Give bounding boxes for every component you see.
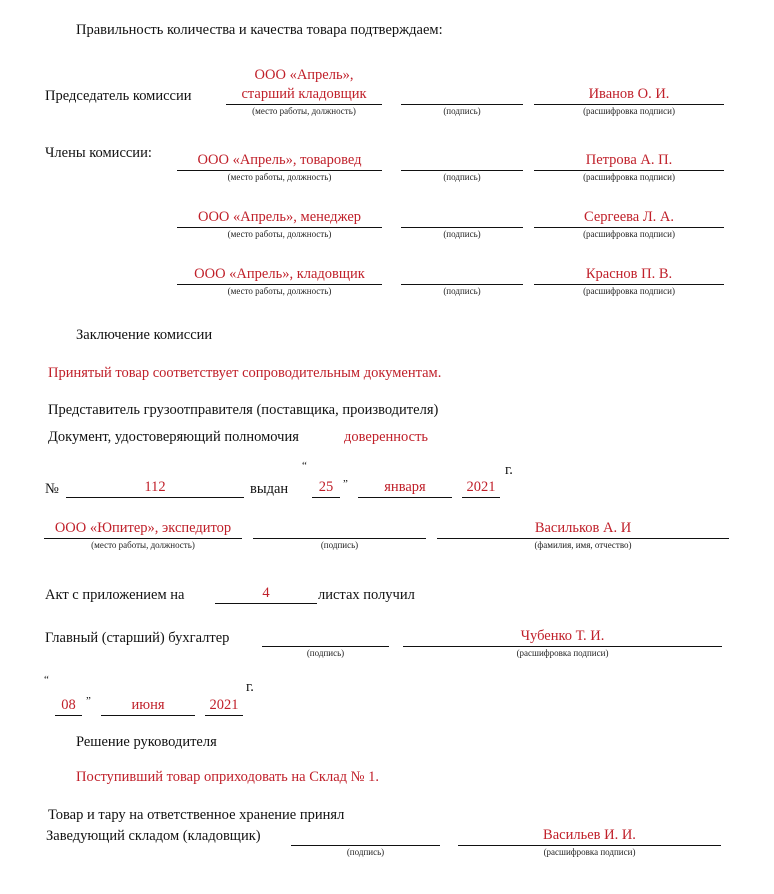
shipper-name-underline bbox=[437, 538, 729, 539]
accountant-label: Главный (старший) бухгалтер bbox=[45, 630, 230, 646]
issued-label: выдан bbox=[250, 481, 289, 497]
received-month-underline bbox=[101, 715, 195, 716]
storekeeper-name[interactable]: Васильев И. И. bbox=[543, 827, 636, 843]
number-sign: № bbox=[45, 481, 59, 497]
members-label: Члены комиссии: bbox=[45, 145, 152, 161]
chairman-position-line1[interactable]: ООО «Апрель», bbox=[254, 67, 354, 83]
issued-year-underline bbox=[462, 497, 500, 498]
open-quote: “ bbox=[302, 460, 307, 472]
act-sheets-underline bbox=[215, 603, 317, 604]
member-3-signature-line[interactable] bbox=[401, 284, 523, 285]
member-3-name[interactable]: Краснов П. В. bbox=[585, 266, 673, 282]
received-day-underline bbox=[55, 715, 82, 716]
caption-signature: (подпись) bbox=[320, 540, 359, 550]
issued-day-underline bbox=[312, 497, 340, 498]
storekeeper-label: Заведующий складом (кладовщик) bbox=[46, 828, 261, 844]
member-2-name[interactable]: Сергеева Л. А. bbox=[583, 209, 675, 225]
chairman-label: Председатель комиссии bbox=[45, 88, 192, 104]
shipper-label: Представитель грузоотправителя (поставщика, производителя) bbox=[48, 402, 439, 418]
caption-signature: (подпись) bbox=[443, 286, 481, 296]
chairman-name-underline bbox=[534, 104, 724, 105]
caption-signature-decoding: (расшифровка подписи) bbox=[583, 286, 675, 296]
close-quote: ” bbox=[86, 695, 91, 707]
decision-text[interactable]: Поступивший товар оприходовать на Склад № 1. bbox=[76, 769, 379, 785]
act-suffix: листах получил bbox=[318, 587, 415, 603]
confirm-heading: Правильность количества и качества товара подтверждаем: bbox=[76, 22, 443, 38]
authority-doc-label: Документ, удостоверяющий полномочия bbox=[48, 429, 299, 445]
received-day[interactable]: 08 bbox=[61, 697, 76, 713]
member-3-position-underline bbox=[177, 284, 382, 285]
caption-signature: (подпись) bbox=[443, 106, 481, 116]
caption-position: (место работы, должность) bbox=[252, 106, 356, 116]
caption-signature-decoding: (расшифровка подписи) bbox=[583, 172, 675, 182]
shipper-position-underline bbox=[44, 538, 242, 539]
issued-day[interactable]: 25 bbox=[318, 479, 334, 495]
accountant-name-underline bbox=[403, 646, 722, 647]
member-1-name[interactable]: Петрова А. П. bbox=[585, 152, 673, 168]
chairman-name[interactable]: Иванов О. И. bbox=[588, 86, 670, 102]
caption-signature: (подпись) bbox=[443, 229, 481, 239]
issued-month[interactable]: января bbox=[384, 479, 426, 495]
caption-signature-decoding: (расшифровка подписи) bbox=[516, 648, 609, 658]
conclusion-text[interactable]: Принятый товар соответствует сопроводительным документам. bbox=[48, 365, 442, 381]
member-2-signature-line[interactable] bbox=[401, 227, 523, 228]
authority-doc-value[interactable]: доверенность bbox=[344, 429, 429, 445]
close-quote: ” bbox=[343, 478, 348, 490]
caption-position: (место работы, должность) bbox=[227, 172, 332, 182]
storage-label: Товар и тару на ответственное хранение принял bbox=[48, 807, 345, 823]
conclusion-label: Заключение комиссии bbox=[76, 327, 213, 343]
shipper-signature-line[interactable] bbox=[253, 538, 426, 539]
received-year[interactable]: 2021 bbox=[209, 697, 239, 713]
member-1-name-underline bbox=[534, 170, 724, 171]
member-1-position-underline bbox=[177, 170, 382, 171]
issued-year[interactable]: 2021 bbox=[466, 479, 496, 495]
act-sheets[interactable]: 4 bbox=[262, 585, 270, 601]
received-year-underline bbox=[205, 715, 243, 716]
member-1-signature-line[interactable] bbox=[401, 170, 523, 171]
caption-position: (место работы, должность) bbox=[227, 286, 332, 296]
caption-signature: (подпись) bbox=[443, 172, 481, 182]
year-suffix: г. bbox=[246, 679, 254, 695]
caption-signature-decoding: (расшифровка подписи) bbox=[543, 847, 636, 857]
caption-signature: (подпись) bbox=[346, 847, 385, 857]
chairman-position-underline bbox=[226, 104, 382, 105]
storekeeper-name-underline bbox=[458, 845, 721, 846]
decision-label: Решение руководителя bbox=[76, 734, 217, 750]
caption-signature: (подпись) bbox=[306, 648, 345, 658]
member-2-name-underline bbox=[534, 227, 724, 228]
accountant-name[interactable]: Чубенко Т. И. bbox=[520, 628, 605, 644]
caption-position: (место работы, должность) bbox=[91, 540, 195, 550]
member-3-position[interactable]: ООО «Апрель», кладовщик bbox=[194, 266, 365, 282]
caption-signature-decoding: (расшифровка подписи) bbox=[583, 106, 675, 116]
received-month[interactable]: июня bbox=[131, 697, 165, 713]
shipper-name[interactable]: Васильков А. И bbox=[534, 520, 632, 536]
storekeeper-signature-line[interactable] bbox=[291, 845, 440, 846]
caption-position: (место работы, должность) bbox=[227, 229, 332, 239]
doc-number-underline bbox=[66, 497, 244, 498]
chairman-signature-line[interactable] bbox=[401, 104, 523, 105]
member-2-position-underline bbox=[177, 227, 382, 228]
caption-signature-decoding: (расшифровка подписи) bbox=[583, 229, 675, 239]
year-suffix: г. bbox=[505, 462, 513, 478]
member-1-position[interactable]: ООО «Апрель», товаровед bbox=[197, 152, 362, 168]
shipper-position[interactable]: ООО «Юпитер», экспедитор bbox=[54, 520, 232, 536]
doc-number[interactable]: 112 bbox=[144, 479, 166, 495]
act-prefix: Акт с приложением на bbox=[45, 587, 185, 603]
accountant-signature-line[interactable] bbox=[262, 646, 389, 647]
caption-full-name: (фамилия, имя, отчество) bbox=[534, 540, 632, 550]
open-quote: “ bbox=[44, 674, 49, 686]
issued-month-underline bbox=[358, 497, 452, 498]
chairman-position-line2[interactable]: старший кладовщик bbox=[241, 86, 367, 102]
member-2-position[interactable]: ООО «Апрель», менеджер bbox=[197, 209, 362, 225]
member-3-name-underline bbox=[534, 284, 724, 285]
